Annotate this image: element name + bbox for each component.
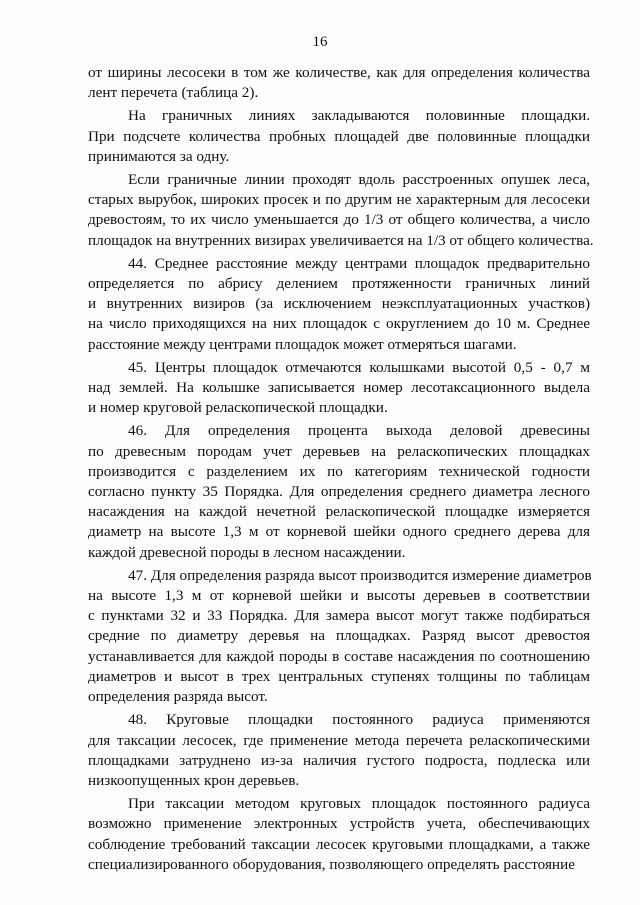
text-line: лент перечета (таблица 2). xyxy=(88,84,259,102)
text-line: диаметров и высот в трех центральных ступенях толщины по таблицам xyxy=(88,667,590,685)
text-line: 44. Среднее расстояние между центрами площадок предварительно xyxy=(128,254,590,272)
text-line: определяется по абрису делением протяженности граничных линий xyxy=(88,275,590,293)
text-line: Если граничные линии проходят вдоль расстроенных опушек леса, xyxy=(128,171,590,189)
text-line: средние по диаметру деревья на площадках. Разряд высот древостоя xyxy=(88,627,590,645)
text-line: от ширины лесосеки в том же количестве, как для определения количества xyxy=(88,64,590,81)
text-line: При подсчете количества пробных площадей две половинные площадки xyxy=(88,127,590,145)
text-line: 48. Круговые площадки постоянного радиуса применяются xyxy=(128,711,590,729)
paragraph xyxy=(88,358,590,419)
paragraph xyxy=(88,421,590,562)
text-line: расстояние между центрами площадок может отмеряться шагами. xyxy=(88,335,517,353)
text-line: на число приходящихся на них площадок с округлением до 10 м. Среднее xyxy=(88,315,590,333)
paragraph xyxy=(88,63,590,103)
text-line: насаждения на каждой нечетной реласкопической площадке измеряется xyxy=(88,503,590,521)
text-line: производится с разделением их по категориям технической годности xyxy=(88,462,590,480)
text-line: 47. Для определения разряда высот производится измерение диаметров xyxy=(128,566,592,584)
paragraph xyxy=(88,106,590,167)
text-line: и номер круговой реласкопической площадки. xyxy=(88,399,388,417)
text-line: возможно применение электронных устройств учета, обеспечивающих xyxy=(88,815,590,833)
text-line: 45. Центры площадок отмечаются колышками высотой 0,5 - 0,7 м xyxy=(128,358,590,376)
text-line: для таксации лесосек, где применение метода перечета реласкопическими xyxy=(88,731,590,749)
page-number: 16 xyxy=(312,34,328,50)
text-line: площадок на внутренних визирах увеличивается на 1/3 от общего количества. xyxy=(88,231,594,249)
paragraph xyxy=(88,254,590,355)
text-line: На граничных линиях закладываются половинные площадки. xyxy=(128,107,590,125)
text-line: специализированного оборудования, позволяющего определять расстояние xyxy=(88,855,575,873)
paragraph xyxy=(88,710,590,791)
text-line: принимаются за одну. xyxy=(88,147,230,165)
text-line: определения разряда высот. xyxy=(88,688,268,706)
paragraph xyxy=(88,566,590,707)
text-line: 46. Для определения процента выхода деловой древесины xyxy=(128,422,590,440)
document-body xyxy=(88,63,594,878)
text-line: диаметр на высоте 1,3 м от корневой шейки одного среднего дерева для xyxy=(88,523,590,541)
text-line: устанавливается для каждой породы в составе насаждения по соотношению xyxy=(88,647,590,665)
text-line: низкоопущенных крон деревьев. xyxy=(88,771,300,789)
text-line: по древесным породам учет деревьев на реласкопических площадках xyxy=(88,442,590,460)
text-line: соблюдение требований таксации лесосек круговыми площадками, а также xyxy=(88,835,590,853)
text-line: на высоте 1,3 м от корневой шейки и высоты деревьев в соответствии xyxy=(88,587,590,605)
paragraph xyxy=(88,170,594,251)
text-line: старых вырубок, широких просек и по другим не характерным для лесосеки xyxy=(88,191,590,209)
text-line: над землей. На колышке записывается номер лесотаксационного выдела xyxy=(88,379,590,397)
text-line: При таксации методом круговых площадок постоянного радиуса xyxy=(128,795,590,813)
text-line: согласно пункту 35 Порядка. Для определения среднего диаметра лесного xyxy=(88,483,590,501)
text-line: каждой древесной породы в лесном насаждении. xyxy=(88,543,406,561)
text-line: и внутренних визиров (за исключением неэксплуатационных участков) xyxy=(88,295,590,313)
paragraph xyxy=(88,794,590,875)
text-line: с пунктами 32 и 33 Порядка. Для замера высот могут также подбираться xyxy=(88,607,590,625)
text-line: древостоям, то их число уменьшается до 1/3 от общего количества, а число xyxy=(88,211,590,229)
text-line: площадками затруднено из-за наличия густого подроста, подлеска или xyxy=(88,751,590,769)
